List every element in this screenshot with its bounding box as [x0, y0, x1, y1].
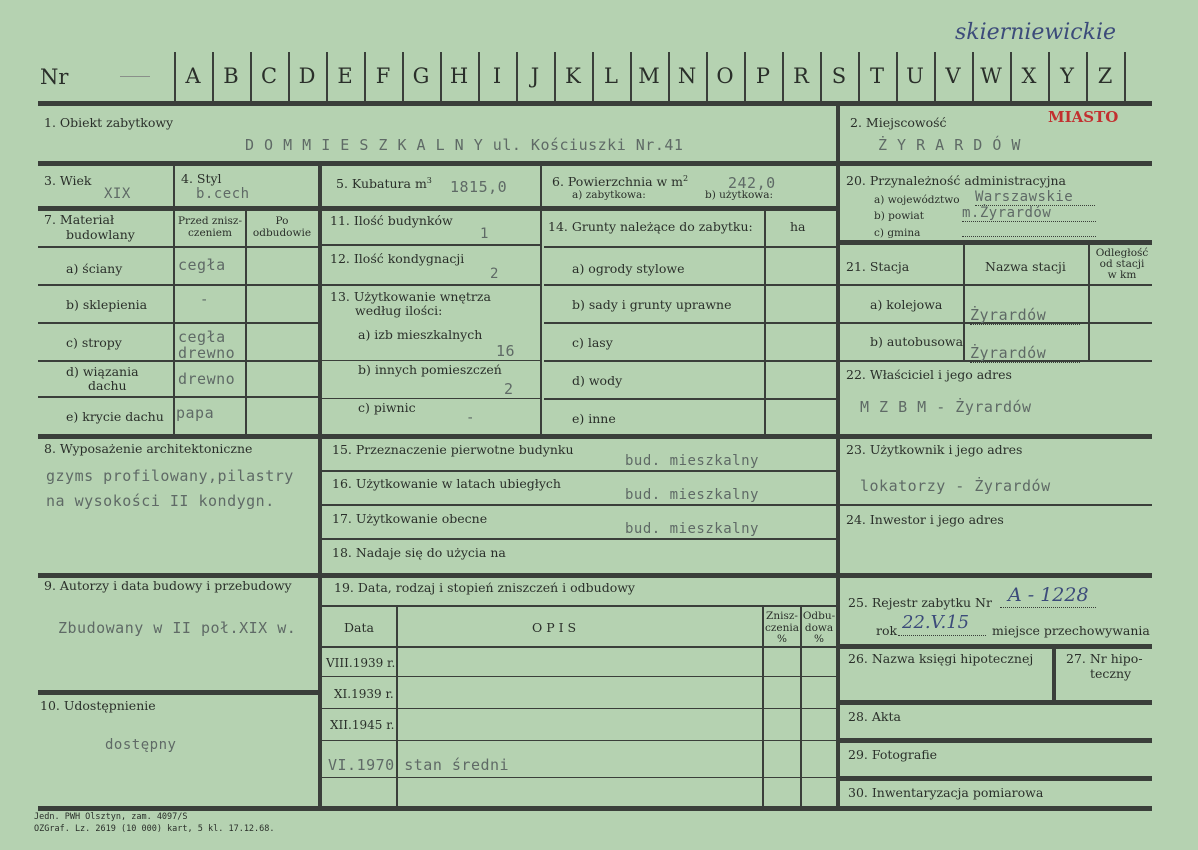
footer-line-2: OZGraf. Lz. 2619 (10 000) kart, 5 kl. 17.12.68.: [34, 824, 275, 834]
index-letter: P: [755, 64, 771, 88]
index-letter: Y: [1060, 64, 1074, 88]
f18-label: 18. Nadaje się do użycia na: [332, 545, 506, 560]
f13-rule-a: [322, 360, 540, 361]
f12-value: 2: [490, 266, 499, 282]
f20-c-label: c) gmina: [874, 227, 921, 239]
f4-value: b.cech: [196, 186, 250, 202]
f20-a-value: Warszawskie: [975, 189, 1095, 206]
f14-rule-0: [544, 246, 836, 248]
f4-label: 4. Styl: [181, 171, 222, 186]
f7-rule-4: [38, 396, 318, 398]
f9-value: Zbudowany w II poł.XIX w.: [58, 619, 297, 637]
f19-col-z-pct: %: [777, 633, 787, 645]
index-letter: W: [980, 64, 1002, 88]
f19-rule-4: [322, 777, 836, 778]
nr-line: [120, 76, 150, 77]
index-letter: G: [412, 64, 430, 88]
f1-label: 1. Obiekt zabytkowy: [44, 115, 174, 130]
f21-rule-0: [840, 284, 1152, 286]
index-letter: M: [638, 64, 660, 88]
index-letter: F: [375, 64, 391, 88]
f19-col-date: Data: [344, 620, 374, 635]
index-letter: J: [530, 64, 540, 88]
f30-rule-top: [840, 776, 1152, 781]
f29-rule-top: [840, 738, 1152, 743]
f19-rule-3: [322, 740, 836, 741]
f6-value: 242,0: [728, 174, 776, 192]
f19-date-1: VIII.1939 r.: [326, 656, 396, 670]
f21-a-label: a) kolejowa: [870, 297, 943, 312]
f7-row-roof-label: e) krycie dachu: [66, 409, 164, 424]
f7-row-walls-value: cegła: [178, 256, 226, 274]
f7-col-after-2: odbudowie: [252, 227, 312, 239]
f19-col-z-2: czenia: [764, 622, 799, 634]
f7-row-ceilings-value-2: drewno: [178, 344, 236, 362]
index-letter: B: [223, 64, 239, 88]
f28-rule-top: [840, 700, 1152, 705]
f23-label: 23. Użytkownik i jego adres: [846, 442, 1023, 457]
index-letter: I: [492, 64, 502, 88]
f8-line-1: gzyms profilowany,pilastry: [46, 467, 294, 485]
f26-label: 26. Nazwa księgi hipotecznej: [848, 651, 1034, 666]
f14-row-other: e) inne: [572, 411, 616, 426]
index-letter: X: [1021, 64, 1037, 88]
f19-date-2: XI.1939 r.: [334, 687, 394, 701]
vdiv-mid: [540, 161, 542, 434]
f17-label: 17. Użytkowanie obecne: [332, 511, 488, 526]
index-letter: T: [869, 64, 884, 88]
f7-row-truss-label-1: d) wiązania: [66, 364, 139, 379]
f2-value: Ż Y R A R D Ó W: [878, 136, 1021, 154]
f23-value: lokatorzy - Żyrardów: [860, 477, 1051, 495]
index-letter: O: [716, 64, 734, 88]
f7-rule-1: [38, 284, 318, 286]
f13-a-label: a) izb mieszkalnych: [358, 327, 483, 342]
f14-unit: ha: [790, 219, 806, 234]
f14-rule-4: [544, 398, 836, 400]
f19-entry: VI.1970 stan średni: [328, 756, 510, 774]
f14-rule-1: [544, 284, 836, 286]
index-letter: Z: [1097, 64, 1113, 88]
f25-place-label: miejsce przechowywania: [992, 623, 1150, 638]
f19-vdiv-date: [396, 605, 398, 806]
rule-1: [38, 161, 1152, 166]
f7-row-roof-value: papa: [176, 404, 215, 422]
f7-col-after-1: Po: [275, 215, 289, 227]
f13-c-label: c) piwnic: [358, 400, 416, 415]
f21-col-dist-3: w km: [1107, 269, 1137, 281]
f9-label: 9. Autorzy i data budowy i przebudowy: [44, 578, 292, 593]
f30-label: 30. Inwentaryzacja pomiarowa: [848, 785, 1044, 800]
f5-value: 1815,0: [450, 178, 508, 196]
f8-line-2: na wysokości II kondygn.: [46, 492, 275, 510]
f14-rule-2: [544, 322, 836, 324]
f27-label-2: teczny: [1090, 666, 1132, 681]
f21-b-label: b) autobusowa: [870, 334, 964, 349]
index-letter: H: [449, 64, 469, 88]
f17-rule: [322, 538, 836, 540]
f21-label: 21. Stacja: [846, 259, 910, 274]
f7-label-1: 7. Materiał: [44, 212, 115, 227]
f29-label: 29. Fotografie: [848, 747, 938, 762]
f25-rok-value: 22.V.15: [902, 612, 970, 633]
f21-col-dist-2: od stacji: [1099, 258, 1145, 270]
f15-value: bud. mieszkalny: [625, 453, 759, 469]
f13-label-1: 13. Użytkowanie wnętrza: [330, 289, 491, 304]
f7-row-vaults-label: b) sklepienia: [66, 297, 148, 312]
f27-label-1: 27. Nr hipo-: [1066, 651, 1143, 666]
f11-rule: [322, 244, 540, 246]
f17-value: bud. mieszkalny: [625, 521, 759, 537]
f6-a-label: a) zabytkowa:: [572, 189, 646, 201]
f6-label: 6. Powierzchnia w $m^2$: [552, 174, 689, 190]
index-letter: V: [945, 64, 961, 88]
footer-line-1: Jedn. PWH Olsztyn, zam. 4097/S: [34, 812, 188, 822]
f19-col-o-1: Odbu-: [802, 610, 836, 622]
f8-label: 8. Wyposażenie architektoniczne: [44, 441, 253, 456]
f21-vdiv-2: [1088, 245, 1090, 360]
f14-row-waters: d) wody: [572, 373, 623, 388]
f19-rule-0: [322, 646, 836, 648]
f11-label: 11. Ilość budynków: [330, 213, 453, 228]
f7-row-vaults-value: -: [200, 292, 209, 308]
index-letter: A: [185, 64, 201, 88]
f16-label: 16. Użytkowanie w latach ubiegłych: [332, 476, 561, 491]
f25-label: 25. Rejestr zabytku Nr: [848, 595, 992, 610]
rule-2: [38, 206, 838, 211]
f7-row-ceilings-label: c) stropy: [66, 335, 122, 350]
index-letter: C: [260, 64, 278, 88]
index-letter: D: [298, 64, 316, 88]
f20-c-line: [962, 236, 1096, 237]
f10-value: dostępny: [105, 737, 177, 753]
f14-label: 14. Grunty należące do zabytku:: [548, 219, 753, 234]
index-letter: E: [337, 64, 353, 88]
f15-label: 15. Przeznaczenie pierwotne budynku: [332, 442, 574, 457]
f26-27-vdiv: [1052, 644, 1056, 702]
index-letter: U: [906, 64, 924, 88]
f22-value: M Z B M - Żyrardów: [860, 398, 1032, 416]
index-letter: L: [604, 64, 618, 88]
f2-label: 2. Miejscowość: [850, 115, 947, 130]
f25-rok-line: [898, 635, 986, 636]
f14-row-gardens: a) ogrody stylowe: [572, 261, 685, 276]
f5-label: 5. Kubatura $m^3$: [336, 176, 432, 192]
f19-rule-1: [322, 676, 836, 677]
nr-label: Nr: [40, 65, 69, 89]
vdiv-1: [318, 161, 322, 806]
f6-b-label: b) użytkowa:: [705, 189, 774, 201]
f13-c-value: -: [466, 410, 475, 426]
f11-value: 1: [480, 226, 489, 242]
f19-col-z-1: Znisz-: [766, 610, 798, 622]
letter-divider: [1124, 52, 1126, 102]
f25-nr-line: [1000, 607, 1096, 608]
f12-rule: [322, 284, 540, 286]
f3-value: XIX: [104, 186, 131, 202]
f16-rule: [322, 504, 836, 506]
f13-b-label: b) innych pomieszczeń: [358, 362, 502, 377]
index-letter: N: [677, 64, 697, 88]
f20-label: 20. Przynależność administracyjna: [846, 173, 1066, 188]
f28-label: 28. Akta: [848, 709, 901, 724]
f19-col-opis: O P I S: [532, 620, 577, 635]
f14-row-forests: c) lasy: [572, 335, 613, 350]
index-letter: R: [793, 64, 809, 88]
f7-row-walls-label: a) ściany: [66, 261, 123, 276]
f7-row-ceilings-value-1: cegła: [178, 328, 226, 346]
handwritten-region-note: skierniewickie: [955, 20, 1116, 45]
f16-value: bud. mieszkalny: [625, 487, 759, 503]
f13-rule-b: [322, 398, 540, 399]
f13-b-value: 2: [504, 380, 514, 398]
vdiv-3-4: [173, 166, 175, 206]
rule-3: [38, 434, 1152, 439]
f14-row-orchards: b) sady i grunty uprawne: [572, 297, 732, 312]
f7-row-truss-label-2: dachu: [88, 378, 127, 393]
f22-label: 22. Właściciel i jego adres: [846, 367, 1012, 382]
f20-a-label: a) województwo: [874, 194, 960, 206]
f13-a-value: 16: [496, 342, 516, 360]
f19-rule-head: [322, 605, 836, 607]
f26-rule-top: [840, 644, 1152, 649]
f7-rule-0: [38, 246, 318, 248]
rule-2r: [840, 240, 1152, 245]
f12-label: 12. Ilość kondygnacji: [330, 251, 465, 266]
f2-stamp: MIASTO: [1048, 108, 1119, 126]
f7-row-truss-value: drewno: [178, 370, 236, 388]
f23-rule: [840, 504, 1152, 506]
f19-rule-2: [322, 708, 836, 709]
f10-label: 10. Udostępnienie: [40, 698, 156, 713]
f19-label: 19. Data, rodzaj i stopień zniszczeń i odbudowy: [334, 580, 635, 595]
f20-b-value: m.Żyrardów: [962, 205, 1096, 222]
rule-bottom: [38, 806, 1152, 811]
f19-date-3: XII.1945 r.: [330, 718, 395, 732]
f14-rule-3: [544, 360, 836, 362]
f21-col-name: Nazwa stacji: [985, 259, 1066, 274]
f15-rule: [322, 470, 836, 472]
f7-label-2: budowlany: [66, 227, 135, 242]
f21-a-value: Żyrardów: [970, 306, 1080, 325]
f19-col-o-2: dowa: [804, 622, 834, 634]
f7-rule-2: [38, 322, 318, 324]
f7-col-before-2: czeniem: [188, 227, 232, 239]
index-letter: S: [831, 64, 847, 88]
index-letter: K: [565, 64, 581, 88]
f3-label: 3. Wiek: [44, 173, 92, 188]
f7-col-before-1: Przed znisz-: [177, 215, 242, 227]
f25-rok-label: rok: [876, 623, 898, 638]
f21-b-value: Żyrardów: [970, 344, 1080, 363]
f21-col-dist-1: Odległość: [1095, 247, 1149, 259]
f24-label: 24. Inwestor i jego adres: [846, 512, 1004, 527]
f25-nr-value: A - 1228: [1008, 584, 1089, 606]
f13-label-2: według ilości:: [355, 303, 443, 318]
rule-top: [38, 101, 1152, 106]
rule-9-10: [38, 690, 318, 695]
f1-value: D O M M I E S Z K A L N Y ul. Kościuszki Nr.41: [245, 136, 684, 154]
f21-vdiv-1: [963, 245, 965, 360]
f19-col-o-pct: %: [814, 633, 824, 645]
f20-b-label: b) powiat: [874, 210, 925, 222]
